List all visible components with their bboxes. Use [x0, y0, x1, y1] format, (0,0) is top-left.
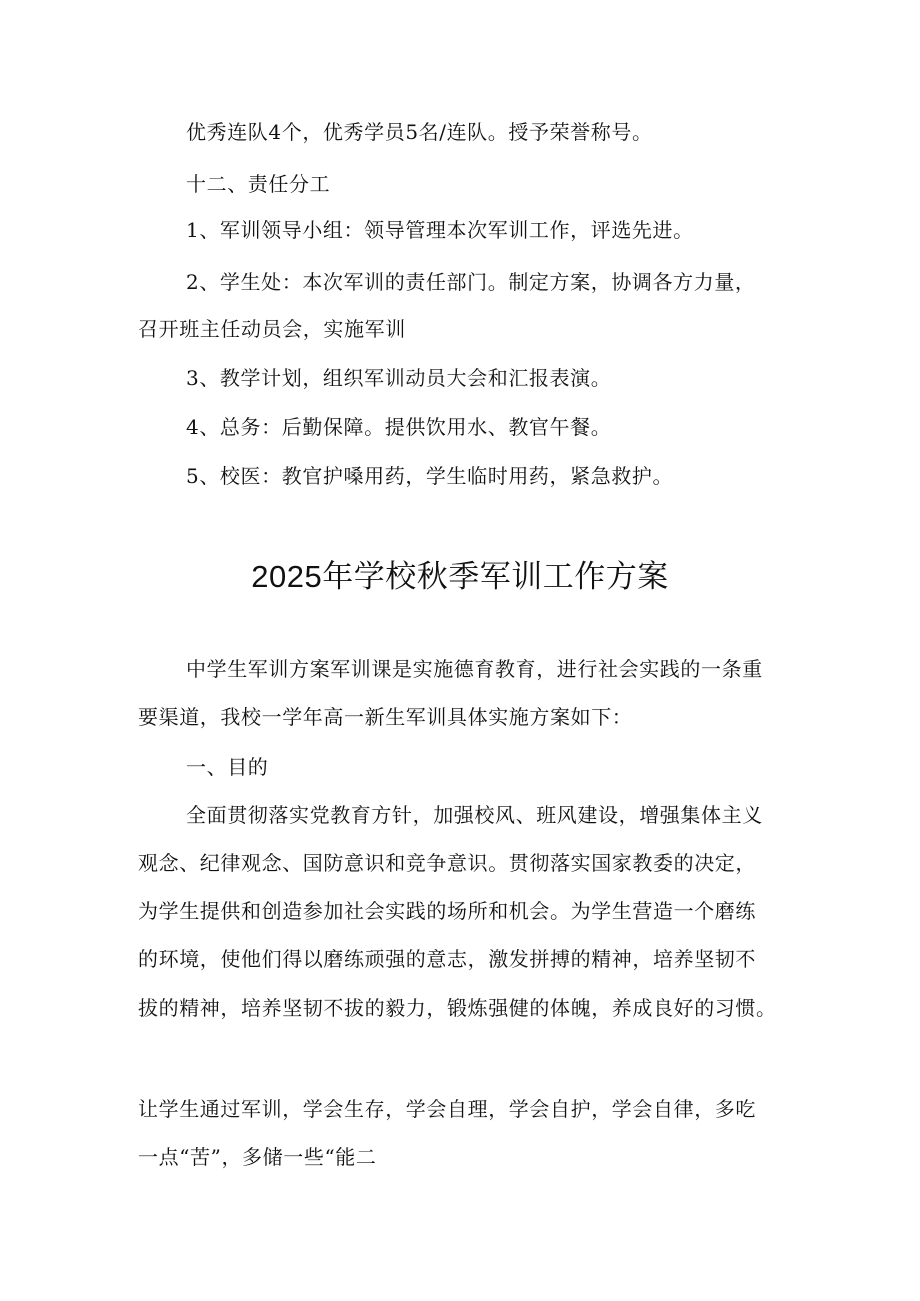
- responsibility-item: 3、教学计划，组织军训动员大会和汇报表演。: [186, 366, 612, 390]
- intro-line: 要渠道，我校一学年高一新生军训具体实施方案如下：: [138, 705, 633, 729]
- purpose-line: 全面贯彻落实党教育方针，加强校风、班风建设，增强集体主义: [186, 803, 763, 827]
- section-heading-responsibilities: 十二、责任分工: [186, 172, 331, 196]
- purpose-line: 为学生提供和创造参加社会实践的场所和机会。为学生营造一个磨练: [138, 899, 756, 923]
- award-line: 优秀连队4个，优秀学员5名/连队。授予荣誉称号。: [186, 120, 653, 144]
- intro-line: 中学生军训方案军训课是实施德育教育，进行社会实践的一条重: [186, 657, 763, 681]
- responsibility-item: 4、总务：后勤保障。提供饮用水、教官午餐。: [186, 415, 612, 439]
- closing-line: 一点“苦”，多储一些“能二: [138, 1145, 377, 1169]
- document-title: 2025年学校秋季军训工作方案: [251, 559, 669, 594]
- responsibility-item: 5、校医：教官护嗓用药，学生临时用药，紧急救护。: [186, 464, 674, 488]
- purpose-line: 的环境，使他们得以磨练顽强的意志，激发拼搏的精神，培养坚韧不: [138, 947, 756, 971]
- responsibility-item: 2、学生处：本次军训的责任部门。制定方案，协调各方力量，: [186, 270, 756, 294]
- purpose-line: 观念、纪律观念、国防意识和竞争意识。贯彻落实国家教委的决定，: [138, 851, 756, 875]
- purpose-line: 拔的精神，培养坚韧不拔的毅力，锻炼强健的体魄，养成良好的习惯。: [138, 996, 777, 1020]
- responsibility-item-continued: 召开班主任动员会，实施军训: [138, 317, 406, 341]
- responsibility-item: 1、军训领导小组：领导管理本次军训工作，评选先进。: [186, 218, 694, 242]
- section-heading-purpose: 一、目的: [186, 755, 269, 779]
- closing-line: 让学生通过军训，学会生存，学会自理，学会自护，学会自律，多吃: [138, 1097, 756, 1121]
